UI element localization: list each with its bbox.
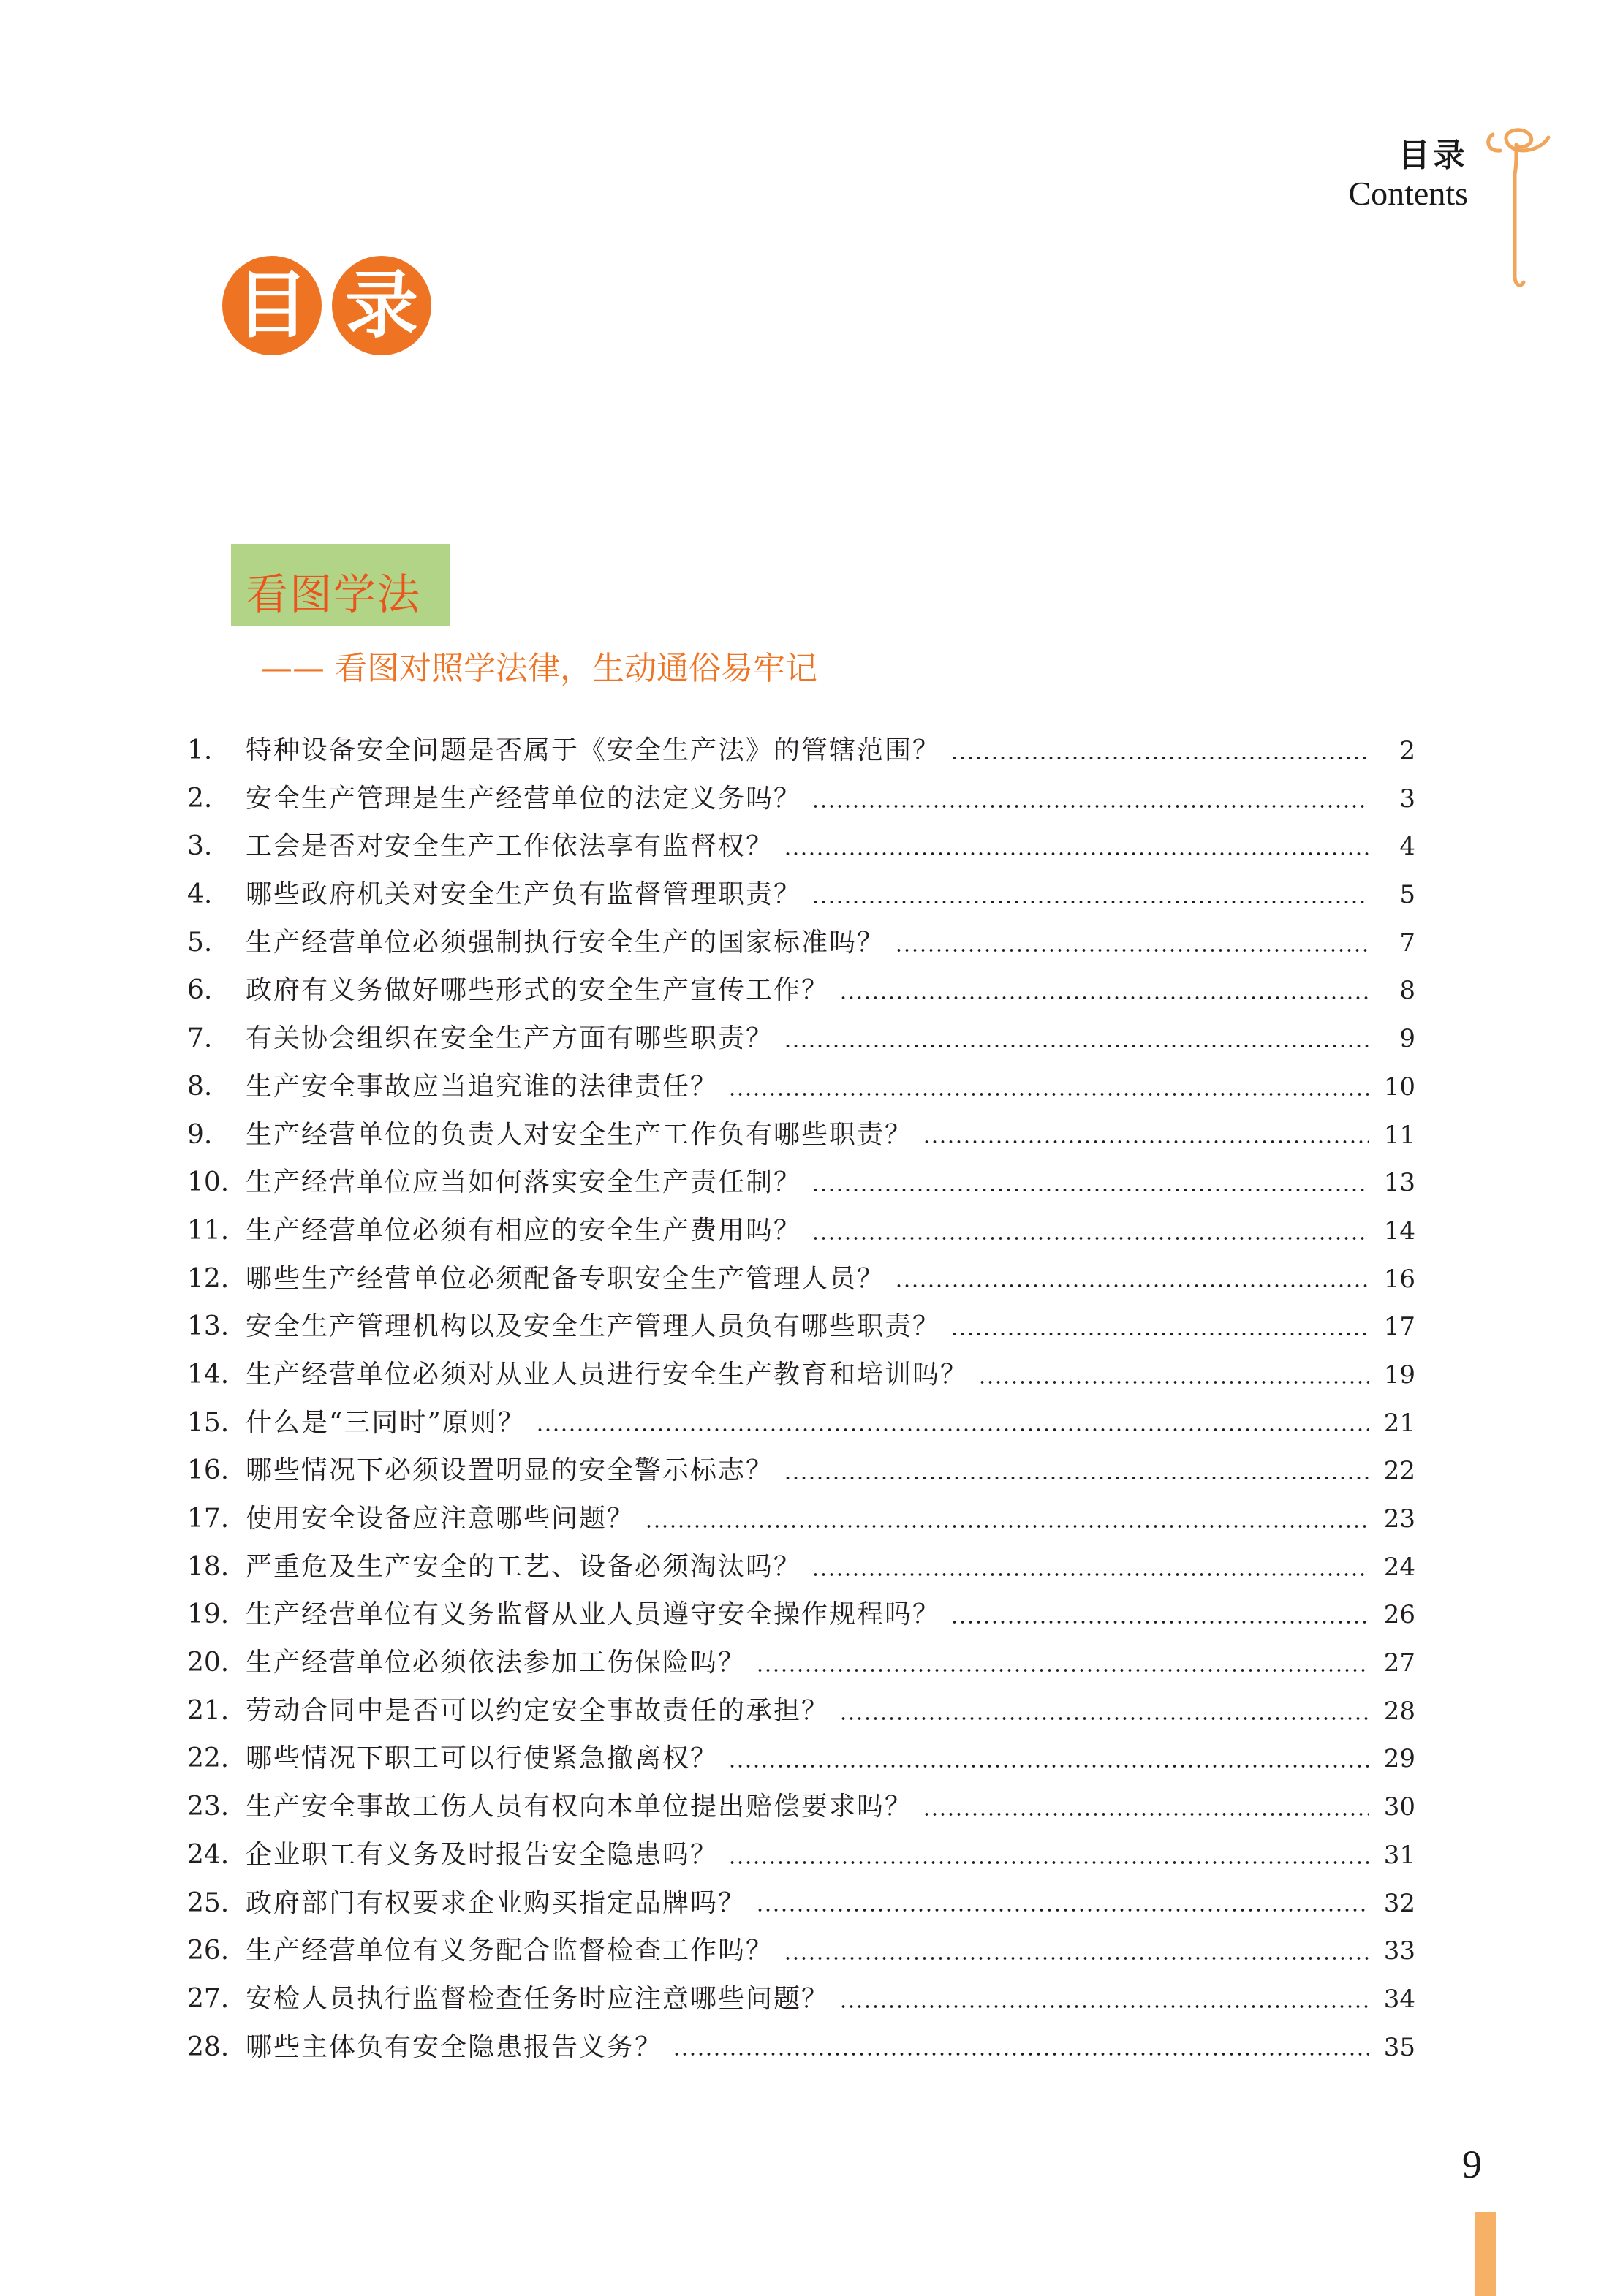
- toc-entry-leader-dots: [784, 1475, 1369, 1481]
- toc-entry-leader-dots: [728, 1091, 1369, 1097]
- toc-entry-page: 34: [1383, 1984, 1415, 2014]
- toc-entry-number: 9.: [187, 1119, 213, 1150]
- toc-entry-number: 1.: [187, 735, 213, 765]
- toc-entry-leader-dots: [812, 1572, 1369, 1577]
- toc-entry-leader-dots: [645, 1523, 1369, 1529]
- toc-entry-number: 19.: [187, 1599, 230, 1630]
- toc-entry-page: 11: [1383, 1120, 1415, 1150]
- toc-entry-title: 劳动合同中是否可以约定安全事故责任的承担？: [246, 1695, 830, 1726]
- toc-entry-title: 生产安全事故工伤人员有权向本单位提出赔偿要求吗？: [246, 1792, 913, 1822]
- toc-entry-page: 28: [1383, 1696, 1415, 1726]
- toc-entry-page: 8: [1399, 976, 1415, 1006]
- toc-entry-number: 4.: [187, 879, 213, 910]
- toc-entry-title: 有关协会组织在安全生产方面有哪些职责？: [246, 1023, 774, 1054]
- toc-entry-number: 2.: [187, 783, 213, 814]
- toc-entry-number: 25.: [187, 1887, 230, 1918]
- toc-entry-title: 生产经营单位有义务监督从业人员遵守安全操作规程吗？: [246, 1599, 941, 1630]
- toc-entry-title: 严重危及生产安全的工艺、设备必须淘汰吗？: [246, 1551, 802, 1582]
- toc-entry-leader-dots: [728, 1860, 1369, 1865]
- toc-entry-leader-dots: [728, 1763, 1369, 1769]
- toc-entry[interactable]: [187, 1258, 1415, 1306]
- toc-list: [187, 730, 1415, 2074]
- toc-entry[interactable]: [187, 1786, 1415, 1834]
- toc-entry[interactable]: [187, 2026, 1415, 2075]
- toc-entry-leader-dots: [673, 2051, 1369, 2057]
- toc-entry-leader-dots: [839, 1716, 1369, 1721]
- toc-entry-number: 28.: [187, 2031, 230, 2062]
- toc-entry-title: 哪些主体负有安全隐患报告义务？: [246, 2031, 663, 2062]
- toc-entry-leader-dots: [978, 1379, 1369, 1385]
- toc-entry-leader-dots: [950, 1619, 1369, 1625]
- toc-entry-leader-dots: [536, 1427, 1369, 1433]
- toc-entry-page: 3: [1399, 784, 1415, 814]
- toc-entry-leader-dots: [784, 851, 1369, 857]
- toc-entry[interactable]: [187, 1738, 1415, 1786]
- toc-entry-leader-dots: [950, 755, 1369, 761]
- page-number: 9: [1462, 2142, 1482, 2186]
- toc-entry-page: 35: [1383, 2032, 1415, 2062]
- toc-entry-number: 7.: [187, 1023, 213, 1054]
- toc-entry-page: 26: [1383, 1600, 1415, 1630]
- toc-entry-title: 生产安全事故应当追究谁的法律责任？: [246, 1071, 719, 1102]
- toc-entry-title: 安检人员执行监督检查任务时应注意哪些问题？: [246, 1983, 830, 2014]
- toc-entry[interactable]: [187, 778, 1415, 826]
- toc-badge-char-2: 录: [332, 256, 431, 355]
- toc-entry-title: 生产经营单位应当如何落实安全生产责任制？: [246, 1167, 802, 1198]
- toc-entry-title: 哪些政府机关对安全生产负有监督管理职责？: [246, 879, 802, 910]
- toc-entry-number: 16.: [187, 1455, 230, 1486]
- toc-entry-leader-dots: [839, 2004, 1369, 2009]
- toc-entry[interactable]: [187, 1450, 1415, 1498]
- toc-entry-page: 31: [1383, 1840, 1415, 1870]
- toc-entry-title: 生产经营单位的负责人对安全生产工作负有哪些职责？: [246, 1119, 913, 1150]
- toc-entry[interactable]: [187, 1018, 1415, 1066]
- toc-entry-title: 安全生产管理机构以及安全生产管理人员负有哪些职责？: [246, 1311, 941, 1342]
- toc-entry[interactable]: [187, 1066, 1415, 1114]
- toc-entry-leader-dots: [812, 803, 1369, 809]
- toc-entry-number: 14.: [187, 1359, 230, 1390]
- toc-entry[interactable]: [187, 1978, 1415, 2026]
- toc-entry[interactable]: [187, 969, 1415, 1018]
- toc-entry[interactable]: [187, 1498, 1415, 1546]
- toc-entry-number: 11.: [187, 1215, 230, 1246]
- toc-entry-page: 5: [1399, 880, 1415, 910]
- toc-entry-page: 13: [1383, 1168, 1415, 1198]
- section-title: 看图学法: [246, 569, 422, 619]
- toc-entry-number: 13.: [187, 1311, 230, 1342]
- toc-entry-title: 生产经营单位必须依法参加工伤保险吗？: [246, 1648, 746, 1678]
- toc-entry[interactable]: [187, 1546, 1415, 1594]
- toc-entry-number: 23.: [187, 1792, 230, 1822]
- toc-entry-page: 23: [1383, 1504, 1415, 1534]
- toc-entry-page: 9: [1399, 1024, 1415, 1054]
- toc-entry-leader-dots: [950, 1331, 1369, 1337]
- toc-entry-title: 生产经营单位必须对从业人员进行安全生产教育和培训吗？: [246, 1359, 969, 1390]
- toc-entry-page: 21: [1383, 1408, 1415, 1438]
- toc-entry-title: 企业职工有义务及时报告安全隐患吗？: [246, 1839, 719, 1870]
- toc-entry-title: 政府部门有权要求企业购买指定品牌吗？: [246, 1887, 746, 1918]
- toc-entry-leader-dots: [784, 1955, 1369, 1961]
- toc-entry-title: 特种设备安全问题是否属于《安全生产法》的管辖范围？: [246, 735, 941, 765]
- toc-entry-leader-dots: [923, 1139, 1369, 1145]
- toc-entry-page: 7: [1399, 928, 1415, 958]
- running-header-subtitle: Contents: [1348, 175, 1468, 212]
- toc-entry[interactable]: [187, 1882, 1415, 1931]
- toc-entry-page: 22: [1383, 1456, 1415, 1486]
- toc-entry-page: 17: [1383, 1312, 1415, 1342]
- toc-entry-page: 14: [1383, 1216, 1415, 1246]
- toc-badge-char-1: 目: [222, 256, 322, 355]
- toc-entry-leader-dots: [923, 1811, 1369, 1817]
- toc-entry-title: 哪些生产经营单位必须配备专职安全生产管理人员？: [246, 1263, 885, 1294]
- toc-entry-number: 21.: [187, 1695, 230, 1726]
- toc-entry-number: 17.: [187, 1504, 230, 1534]
- running-header-title: 目录: [1398, 137, 1468, 174]
- toc-entry-title: 工会是否对安全生产工作依法享有监督权？: [246, 831, 774, 862]
- toc-entry[interactable]: [187, 1690, 1415, 1738]
- toc-entry[interactable]: [187, 1834, 1415, 1882]
- section-title-box: [231, 544, 450, 626]
- toc-entry[interactable]: [187, 922, 1415, 970]
- toc-entry-number: 6.: [187, 975, 213, 1006]
- toc-entry-title: 政府有义务做好哪些形式的安全生产宣传工作？: [246, 975, 830, 1006]
- toc-entry-page: 4: [1399, 832, 1415, 862]
- toc-entry[interactable]: [187, 1354, 1415, 1402]
- toc-entry-title: 安全生产管理是生产经营单位的法定义务吗？: [246, 783, 802, 814]
- toc-entry-number: 3.: [187, 831, 213, 862]
- toc-entry-number: 12.: [187, 1263, 230, 1294]
- toc-entry-page: 32: [1383, 1888, 1415, 1918]
- toc-entry-leader-dots: [812, 1235, 1369, 1241]
- toc-entry-title: 哪些情况下职工可以行使紧急撤离权？: [246, 1743, 719, 1774]
- toc-entry-number: 24.: [187, 1839, 230, 1870]
- toc-title-badge: [222, 256, 444, 352]
- toc-entry[interactable]: [187, 1642, 1415, 1690]
- toc-entry-page: 10: [1383, 1072, 1415, 1102]
- toc-entry-number: 18.: [187, 1551, 230, 1582]
- toc-entry[interactable]: [187, 1594, 1415, 1642]
- toc-entry-title: 生产经营单位有义务配合监督检查工作吗？: [246, 1936, 774, 1966]
- toc-entry-number: 20.: [187, 1648, 230, 1678]
- toc-entry[interactable]: [187, 1114, 1415, 1162]
- toc-entry-leader-dots: [895, 947, 1369, 953]
- toc-entry[interactable]: [187, 825, 1415, 874]
- toc-entry-number: 8.: [187, 1071, 213, 1102]
- toc-entry-leader-dots: [812, 1187, 1369, 1193]
- toc-entry[interactable]: [187, 1306, 1415, 1354]
- toc-entry-leader-dots: [895, 1283, 1369, 1289]
- toc-entry-number: 5.: [187, 927, 213, 958]
- toc-entry-number: 15.: [187, 1407, 230, 1438]
- toc-entry[interactable]: [187, 1162, 1415, 1210]
- toc-entry-number: 27.: [187, 1983, 230, 2014]
- toc-entry[interactable]: [187, 1210, 1415, 1258]
- toc-entry-leader-dots: [812, 899, 1369, 905]
- toc-entry-title: 生产经营单位必须强制执行安全生产的国家标准吗？: [246, 927, 885, 958]
- toc-entry-page: 19: [1383, 1360, 1415, 1390]
- scroll-ornament-icon: [1478, 123, 1559, 291]
- toc-entry[interactable]: [187, 1402, 1415, 1450]
- page-edge-tab: [1475, 2212, 1496, 2296]
- toc-entry-page: 2: [1399, 736, 1415, 765]
- toc-entry-title: 什么是“三同时”原则？: [246, 1407, 526, 1438]
- toc-entry-number: 22.: [187, 1743, 230, 1774]
- toc-entry-page: 27: [1383, 1648, 1415, 1678]
- toc-entry-leader-dots: [784, 1043, 1369, 1049]
- toc-entry-leader-dots: [756, 1667, 1369, 1673]
- toc-entry[interactable]: [187, 874, 1415, 922]
- toc-entry-number: 26.: [187, 1936, 230, 1966]
- toc-entry-page: 29: [1383, 1744, 1415, 1774]
- toc-entry-number: 10.: [187, 1167, 230, 1198]
- toc-entry-leader-dots: [839, 995, 1369, 1001]
- toc-entry-title: 使用安全设备应注意哪些问题？: [246, 1504, 635, 1534]
- toc-entry[interactable]: [187, 1930, 1415, 1978]
- toc-entry-page: 30: [1383, 1792, 1415, 1822]
- toc-entry-page: 24: [1383, 1552, 1415, 1582]
- toc-entry-page: 16: [1383, 1264, 1415, 1294]
- toc-entry[interactable]: [187, 730, 1415, 778]
- toc-entry-leader-dots: [756, 1907, 1369, 1913]
- toc-entry-page: 33: [1383, 1936, 1415, 1966]
- toc-entry-title: 生产经营单位必须有相应的安全生产费用吗？: [246, 1215, 802, 1246]
- toc-entry-title: 哪些情况下必须设置明显的安全警示标志？: [246, 1455, 774, 1486]
- section-subtitle: —— 看图对照学法律，生动通俗易牢记: [260, 650, 817, 687]
